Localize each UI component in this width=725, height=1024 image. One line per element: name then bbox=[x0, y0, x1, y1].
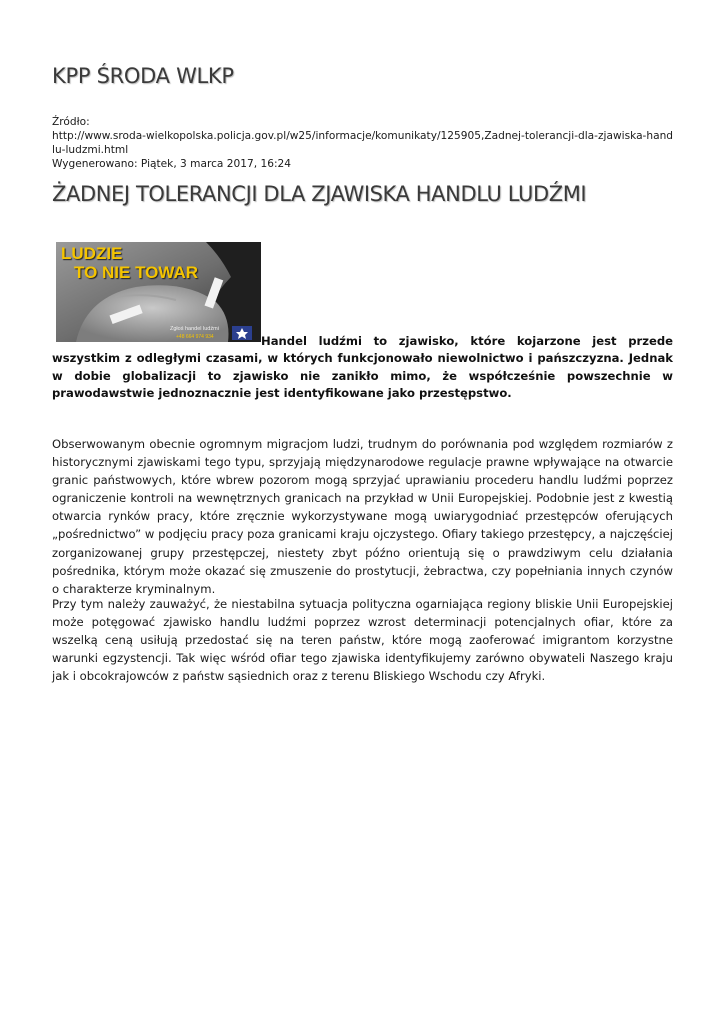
generated-timestamp: Wygenerowano: Piątek, 3 marca 2017, 16:24 bbox=[52, 158, 292, 170]
lead-text: Handel ludźmi to zjawisko, które kojarzone jest przede wszystkim z odległymi czasami, w których funkcjonowało niewolnictwo i pańszczyzna. Jednak w dobie globalizacji to zjawisko nie zanikło mimo, że współcześnie powszechnie w prawodawstwie jednoznacznie jest identyfikowane jako przestępstwo. bbox=[52, 334, 673, 400]
image-headline-line2: TO NIE TOWAR bbox=[74, 263, 199, 282]
image-phone: +48 664 974 934 bbox=[176, 334, 214, 340]
article-title: ŻADNEJ TOLERANCJI DLA ZJAWISKA HANDLU LUDŹMI bbox=[52, 182, 587, 206]
article-image bbox=[56, 242, 261, 342]
document-meta bbox=[52, 115, 674, 171]
image-headline-line1: LUDZIE bbox=[61, 244, 123, 263]
article-lead bbox=[52, 333, 673, 402]
image-caption: Zgłoś handel ludźmi bbox=[170, 326, 219, 332]
article-paragraph: Obserwowanym obecnie ogromnym migracjom ludzi, trudnym do porównania pod względem rozmiarów z historycznymi zjawiskami tego typu, sprzyjają międzynarodowe regulacje prawne wpływające na otwarcie granic państwowych, które wbrew pozorom mogą sprzyjać uprawianiu procederu handlu ludźmi poprzez ograniczenie kontroli na wewnętrznych granicach na przykład w Unii Europejskiej. Podobnie jest z kwestią otwarcia rynków pracy, które zręcznie wykorzystywane mogą uwiarygodniać przestępców oferujących „pośrednictwo” w podjęciu pracy poza granicami kraju ojczystego. Ofiary takiego przestępcy, a najczęściej zorganizowanej grupy przestępczej, niestety zbyt późno orientują się o prawdziwym celu działania pośrednika, którym może okazać się zmuszenie do prostytucji, żebractwa, czy popełniania innych czynów o charakterze kryminalnym. bbox=[52, 437, 673, 596]
source-label: Źródło: bbox=[52, 116, 90, 128]
article-paragraph: Przy tym należy zauważyć, że niestabilna sytuacja polityczna ogarniająca regiony bliskie Unii Europejskiej może potęgować zjawisko handlu ludźmi poprzez wzrost determinacji potencjalnych ofiar, które za wszelką ceną usiłują przedostać się na teren państw, które mogą zaoferować imigrantom korzystne warunki egzystencji. Tak więc wśród ofiar tego zjawiska identyfikujemy zarówno obywateli Naszego kraju jak i obcokrajowców z państw sąsiednich oraz z terenu Bliskiego Wschodu czy Afryki. bbox=[52, 597, 673, 684]
site-title: KPP ŚRODA WLKP bbox=[52, 64, 234, 88]
source-url: http://www.sroda-wielkopolska.policja.gov.pl/w25/informacje/komunikaty/125905,Zadnej-tolerancji-dla-zjawiska-handlu-ludzmi.html bbox=[52, 130, 674, 156]
